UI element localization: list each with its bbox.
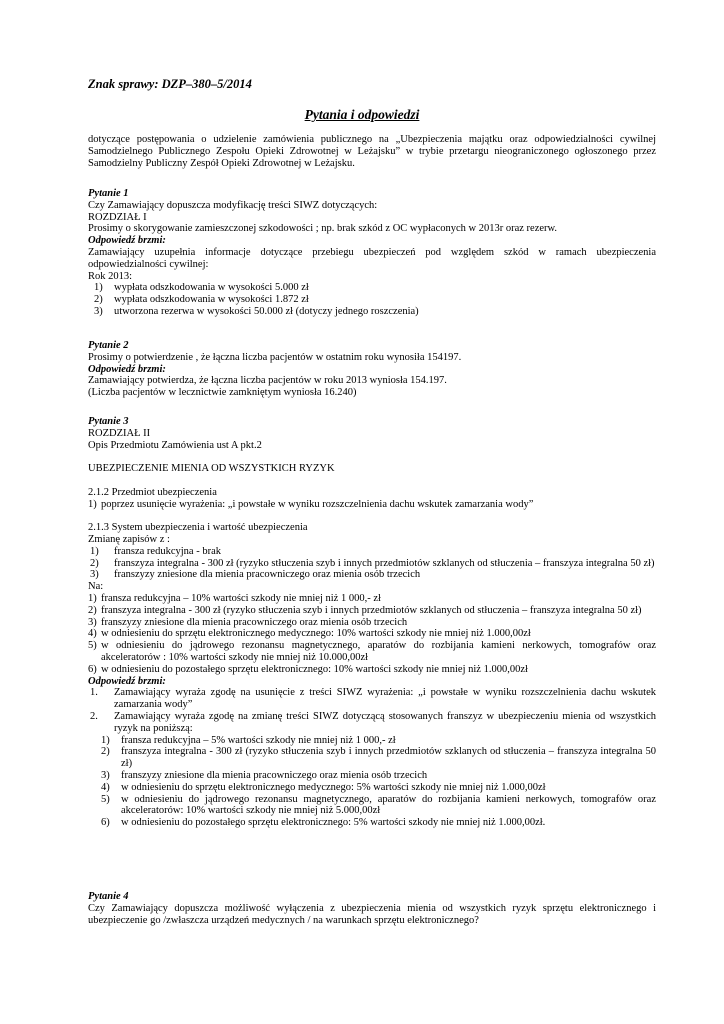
list-item: 2) franszyza integralna - 300 zł (ryzyko stłuczenia szyb i innych przedmiotów szklanych od stłuczenia – franszyza integralna 50 zł)	[88, 604, 642, 616]
change-from-label: Zmianę zapisów z :	[88, 533, 170, 545]
answer-1-text: Zamawiający uzupełnia informacje dotyczące przebiegu ubezpieczeń pod względem szkód w ramach ubezpieczenia odpowiedzialności cywilnej:	[88, 246, 656, 270]
subsection-2-1-3-title: 2.1.3 System ubezpieczenia i wartość ubezpieczenia	[88, 522, 308, 534]
answer-2-line: Zamawiający potwierdza, że łączna liczba pacjentów w roku 2013 wyniosła 154.197.	[88, 375, 447, 387]
question-1-section	[88, 188, 656, 318]
question-2-text: Prosimy o potwierdzenie , że łączna liczba pacjentów w ostatnim roku wynosiła 154197.	[88, 351, 462, 363]
question-3-line: ROZDZIAŁ II	[88, 427, 151, 439]
list-item: 1. Zamawiający wyraża zgodę na usunięcie z treści SIWZ wyrażenia: „i powstałe w wyniku rozszczelnienia dachu wskutek zamarzania wody”	[90, 687, 656, 711]
answer-2-label: Odpowiedź brzmi:	[88, 363, 166, 375]
question-3-label: Pytanie 3	[88, 416, 129, 427]
question-4-text: Czy Zamawiający dopuszcza możliwość wyłączenia z ubezpieczenia mienia od wszystkich ryzyk sprzętu elektronicznego i ubezpieczenie go /zwłaszcza urządzeń medycznych / na warunkach sprzętu elektronicznego?	[88, 902, 656, 926]
question-3-line: Opis Przedmiotu Zamówienia ust A pkt.2	[88, 439, 262, 451]
list-item: 2) franszyza integralna - 300 zł (ryzyko stłuczenia szyb i innych przedmiotów szklanych od stłuczenia – franszyza integralna 50 zł)	[90, 557, 655, 569]
question-1-line: Prosimy o skorygowanie zamieszczonej szkodowości ; np. brak szkód z OC wypłaconych w 2013r oraz rezerw.	[88, 223, 558, 235]
answer-3-label: Odpowiedź brzmi:	[88, 675, 166, 687]
answer-2-line: (Liczba pacjentów w lecznictwie zamkniętym wyniosła 16.240)	[88, 387, 357, 399]
page-title: Pytania i odpowiedzi	[304, 107, 420, 122]
list-item: 2) franszyza integralna - 300 zł (ryzyko stłuczenia szyb i innych przedmiotów szklanych od stłuczenia – franszyza integralna 50 zł)	[101, 746, 656, 770]
list-item: 3) franszyzy zniesione dla mienia pracowniczego oraz mienia osób trzecich	[101, 769, 428, 781]
list-item: 1) wypłata odszkodowania w wysokości 5.000 zł	[94, 282, 309, 294]
section-heading: UBEZPIECZENIE MIENIA OD WSZYSTKICH RYZYK	[88, 463, 335, 475]
list-item: 2) wypłata odszkodowania w wysokości 1.872 zł	[94, 294, 309, 306]
question-2-section	[88, 340, 656, 399]
list-item: 3) franszyzy zniesione dla mienia pracowniczego oraz mienia osób trzecich	[88, 616, 408, 628]
list-item: 1) poprzez usunięcie wyrażenia: „i powstałe w wyniku rozszczelnienia dachu wskutek zamarzania wody”	[88, 498, 534, 510]
list-item: 4) w odniesieniu do sprzętu elektronicznego medycznego: 5% wartości szkody nie mniej niż 1.000,00zł	[101, 781, 546, 793]
question-2-label: Pytanie 2	[88, 340, 129, 351]
answer-1-year: Rok 2013:	[88, 270, 133, 282]
answer-3-sublist	[88, 735, 656, 829]
question-4-label: Pytanie 4	[88, 891, 129, 902]
question-4-section	[88, 891, 656, 926]
list-item: 1) fransza redukcyjna – 10% wartości szkody nie mniej niż 1 000,- zł	[88, 592, 381, 604]
question-3-section	[88, 416, 656, 829]
list-item: 1) fransza redukcyjna - brak	[90, 545, 221, 557]
list-item: 5) w odniesieniu do jądrowego rezonansu magnetycznego, aparatów do rozbijania kamieni nerkowych, tomografów oraz akceleratorów: 10% wartości szkody nie mniej niż 5.000,00zł	[101, 793, 656, 817]
subsection-2-1-2-title: 2.1.2 Przedmiot ubezpieczenia	[88, 486, 217, 498]
list-item: 1) fransza redukcyjna – 5% wartości szkody nie mniej niż 1 000,- zł	[101, 734, 396, 746]
case-reference: Znak sprawy: DZP–380–5/2014	[88, 77, 252, 91]
list-item: 6) w odniesieniu do pozostałego sprzętu elektronicznego: 10% wartości szkody nie mniej niż 1.000,00zł	[88, 663, 528, 675]
list-item: 5) w odniesieniu do jądrowego rezonansu magnetycznego, aparatów do rozbijania kamieni nerkowych, tomografów oraz akceleratorów : 10% wartości szkody nie mniej niż 10.000,00zł	[88, 640, 656, 663]
change-to-label: Na:	[88, 581, 104, 593]
intro-paragraph: dotyczące postępowania o udzielenie zamówienia publicznego na „Ubezpieczenia majątku oraz odpowiedzialności cywilnej Samodzielnego Publicznego Zespołu Opieki Zdrowotnej w Leżajsku” w trybie przetargu nieograniczonego ogłoszonego przez Samodzielny Publiczny Zespół Opieki Zdrowotnej w Leżajsku.	[88, 134, 656, 169]
list-item: 3) franszyzy zniesione dla mienia pracowniczego oraz mienia osób trzecich	[90, 569, 421, 581]
list-item: 2. Zamawiający wyraża zgodę na zmianę treści SIWZ dotyczącą stosowanych franszyz w ubezpieczeniu mienia od wszystkich ryzyk na poniższą:	[90, 710, 656, 734]
list-item: 4) w odniesieniu do sprzętu elektronicznego medycznego: 10% wartości szkody nie mniej niż 1.000,00zł	[88, 628, 531, 640]
list-item: 6) w odniesieniu do pozostałego sprzętu elektronicznego: 5% wartości szkody nie mniej niż 1.000,00zł.	[101, 817, 546, 829]
question-1-label: Pytanie 1	[88, 188, 129, 199]
question-1-line: ROZDZIAŁ I	[88, 211, 147, 223]
answer-1-label: Odpowiedź brzmi:	[88, 235, 166, 247]
question-1-line: Czy Zamawiający dopuszcza modyfikację treści SIWZ dotyczących:	[88, 199, 378, 211]
list-item: 3) utworzona rezerwa w wysokości 50.000 zł (dotyczy jednego roszczenia)	[94, 305, 419, 317]
